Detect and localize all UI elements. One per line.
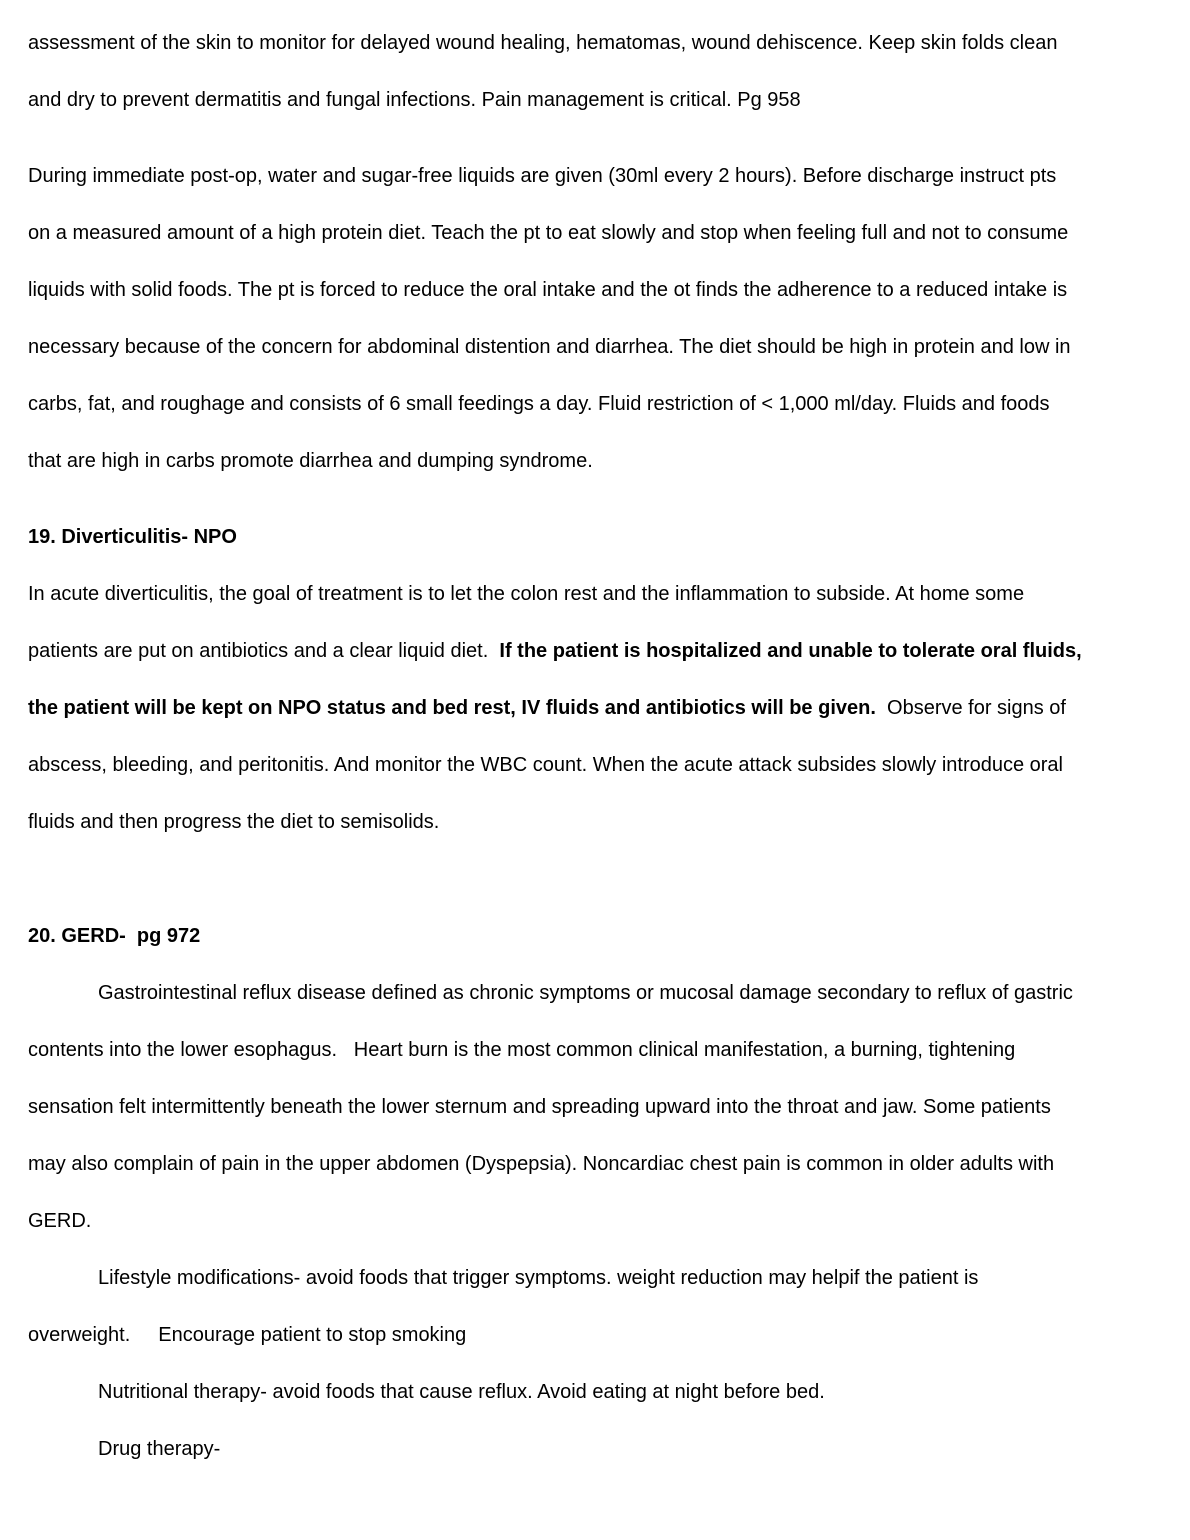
body-text-line: Gastrointestinal reflux disease defined as chronic symptoms or mucosal damage secondary to reflux of gastric xyxy=(98,982,1073,1004)
body-text-span: Encourage patient to stop smoking xyxy=(158,1324,467,1346)
body-text-line xyxy=(28,638,1082,664)
body-text-line: In acute diverticulitis, the goal of treatment is to let the colon rest and the inflammation to subside. At home some xyxy=(28,583,1025,605)
body-text-line: sensation felt intermittently beneath the lower sternum and spreading upward into the throat and jaw. Some patients xyxy=(28,1096,1051,1118)
body-text-line: GERD. xyxy=(28,1210,92,1232)
body-text-line: and dry to prevent dermatitis and fungal infections. Pain management is critical. Pg 958 xyxy=(28,89,801,111)
body-text-line: contents into the lower esophagus. Heart burn is the most common clinical manifestation, a burning, tightening xyxy=(28,1039,1016,1061)
body-text-line: Lifestyle modifications- avoid foods that trigger symptoms. weight reduction may helpif the patient is xyxy=(98,1267,979,1289)
body-text-line: on a measured amount of a high protein diet. Teach the pt to eat slowly and stop when feeling full and not to consume xyxy=(28,222,1069,244)
body-text-span: patients are put on antibiotics and a clear liquid diet. xyxy=(28,640,500,662)
body-text-line: carbs, fat, and roughage and consists of 6 small feedings a day. Fluid restriction of < 1,000 ml/day. Fluids and foods xyxy=(28,393,1050,415)
body-text-line xyxy=(28,695,1066,721)
body-text-span: Observe for signs of xyxy=(875,697,1066,719)
body-text-line: that are high in carbs promote diarrhea and dumping syndrome. xyxy=(28,450,593,472)
emphasized-text: the patient will be kept on NPO status and bed rest, IV fluids and antibiotics will be given. xyxy=(28,697,876,719)
drug-therapy-line: Drug therapy- xyxy=(98,1438,221,1460)
emphasized-text: If the patient is hospitalized and unable to tolerate oral fluids, xyxy=(499,640,1082,662)
body-text-line: During immediate post-op, water and sugar-free liquids are given (30ml every 2 hours). Before discharge instruct pts xyxy=(28,165,1057,187)
body-text-line: abscess, bleeding, and peritonitis. And monitor the WBC count. When the acute attack subsides slowly introduce oral xyxy=(28,754,1063,776)
section-heading-diverticulitis: 19. Diverticulitis- NPO xyxy=(28,526,237,548)
body-text-span: overweight. xyxy=(28,1324,131,1346)
body-text-line xyxy=(28,1322,466,1348)
section-heading-gerd: 20. GERD- pg 972 xyxy=(28,925,201,947)
body-text-line: assessment of the skin to monitor for delayed wound healing, hematomas, wound dehiscence. Keep skin folds clean xyxy=(28,32,1058,54)
body-text-line: liquids with solid foods. The pt is forced to reduce the oral intake and the ot finds the adherence to a reduced intake is xyxy=(28,279,1068,301)
nutritional-therapy-line: Nutritional therapy- avoid foods that cause reflux. Avoid eating at night before bed. xyxy=(98,1381,825,1403)
body-text-line: may also complain of pain in the upper abdomen (Dyspepsia). Noncardiac chest pain is common in older adults with xyxy=(28,1153,1055,1175)
body-text-line: fluids and then progress the diet to semisolids. xyxy=(28,811,440,833)
body-text-line: necessary because of the concern for abdominal distention and diarrhea. The diet should be high in protein and low in xyxy=(28,336,1071,358)
